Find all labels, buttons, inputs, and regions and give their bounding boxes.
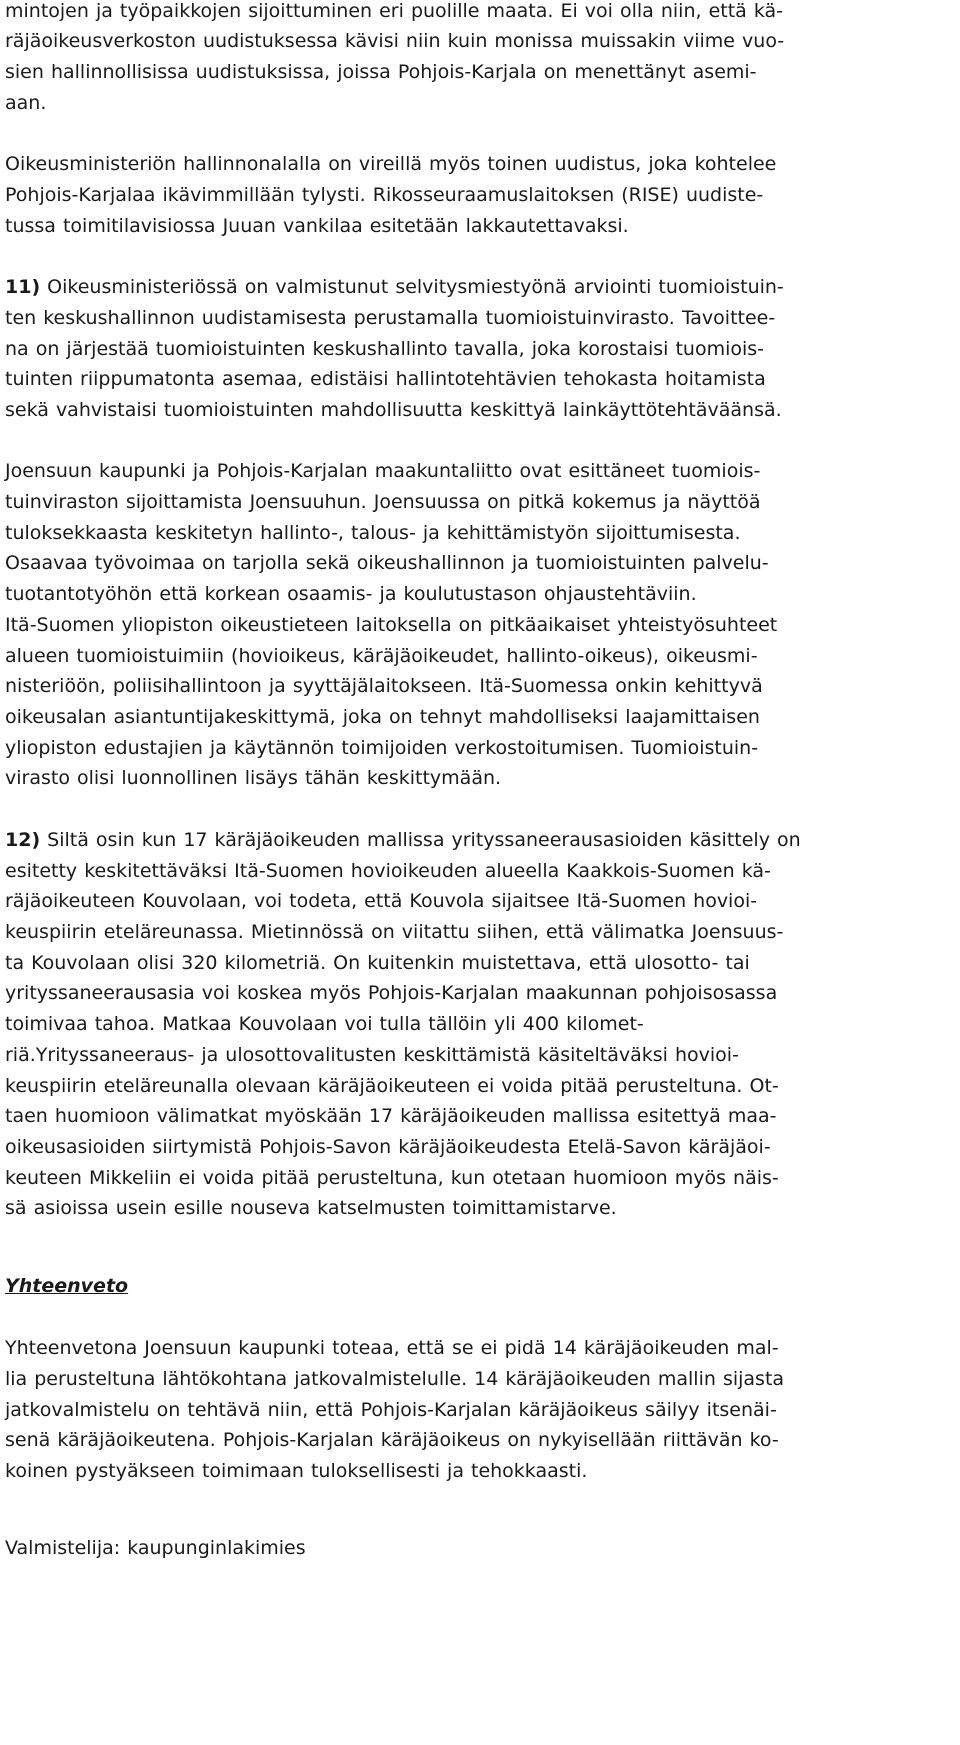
text-line: alueen tuomioistuimiin (hovioikeus, käräjäoikeudet, hallinto-oikeus), oikeusmi- bbox=[5, 645, 758, 667]
text-line: tuinten riippumatonta asemaa, edistäisi hallintotehtävien tehokasta hoitamista bbox=[5, 368, 766, 390]
text-line: tuotantotyöhön että korkean osaamis- ja koulutustason ohjaustehtäviin. bbox=[5, 583, 697, 605]
text-line: jatkovalmistelu on tehtävä niin, että Pohjois-Karjalan käräjäoikeus säilyy itsenäi- bbox=[5, 1399, 777, 1421]
text-line: esitetty keskitettäväksi Itä-Suomen hovioikeuden alueella Kaakkois-Suomen kä- bbox=[5, 860, 771, 882]
text-line: ta Kouvolaan olisi 320 kilometriä. On kuitenkin muistettava, että ulosotto- tai bbox=[5, 952, 750, 974]
text-span: Siltä osin kun 17 käräjäoikeuden mallissa yrityssaneerausasioiden käsittely on bbox=[40, 829, 801, 851]
text-line: Pohjois-Karjalaa ikävimmillään tylysti. Rikosseuraamuslaitoksen (RISE) uudiste- bbox=[5, 184, 764, 206]
text-line: riä.Yrityssaneeraus- ja ulosottovalitusten keskittämistä käsiteltäväksi hovioi- bbox=[5, 1044, 739, 1066]
text-line bbox=[5, 829, 801, 851]
paragraph-number: 11) bbox=[5, 276, 41, 298]
text-line bbox=[5, 276, 784, 298]
text-line: sä asioissa usein esille nouseva katselmusten toimittamistarve. bbox=[5, 1197, 617, 1219]
text-line: Joensuun kaupunki ja Pohjois-Karjalan maakuntaliitto ovat esittäneet tuomiois- bbox=[5, 460, 761, 482]
text-line: räjäoikeuteen Kouvolaan, voi todeta, että Kouvola sijaitsee Itä-Suomen hovioi- bbox=[5, 890, 758, 912]
text-line: oikeusasioiden siirtymistä Pohjois-Savon käräjäoikeudesta Etelä-Savon käräjäoi- bbox=[5, 1136, 771, 1158]
text-line: na on järjestää tuomioistuinten keskushallinto tavalla, joka korostaisi tuomiois- bbox=[5, 338, 765, 360]
text-line: Oikeusministeriön hallinnonalalla on vireillä myös toinen uudistus, joka kohtelee bbox=[5, 153, 777, 175]
text-line: nisteriöön, poliisihallintoon ja syyttäjälaitokseen. Itä-Suomessa onkin kehittyvä bbox=[5, 675, 763, 697]
preparer-line: Valmistelija: kaupunginlakimies bbox=[5, 1537, 306, 1559]
text-line: sekä vahvistaisi tuomioistuinten mahdollisuutta keskittyä lainkäyttötehtäväänsä. bbox=[5, 399, 782, 421]
section-heading: Yhteenveto bbox=[5, 1275, 129, 1297]
text-line: mintojen ja työpaikkojen sijoittuminen eri puolille maata. Ei voi olla niin, että kä- bbox=[5, 0, 784, 22]
paragraph-number: 12) bbox=[5, 829, 41, 851]
text-line: tuinviraston sijoittamista Joensuuhun. Joensuussa on pitkä kokemus ja näyttöä bbox=[5, 491, 761, 513]
text-line: Osaavaa työvoimaa on tarjolla sekä oikeushallinnon ja tuomioistuinten palvelu- bbox=[5, 552, 769, 574]
text-span: Oikeusministeriössä on valmistunut selvitysmiestyönä arviointi tuomioistuin- bbox=[40, 276, 784, 298]
text-line: koinen pystyäkseen toimimaan tuloksellisesti ja tehokkaasti. bbox=[5, 1460, 588, 1482]
text-line: Yhteenvetona Joensuun kaupunki toteaa, että se ei pidä 14 käräjäoikeuden mal- bbox=[5, 1337, 779, 1359]
text-line: taen huomioon välimatkat myöskään 17 käräjäoikeuden mallissa esitettyä maa- bbox=[5, 1105, 777, 1127]
text-line: toimivaa tahoa. Matkaa Kouvolaan voi tulla tällöin yli 400 kilomet- bbox=[5, 1013, 644, 1035]
text-line: lia perusteltuna lähtökohtana jatkovalmistelulle. 14 käräjäoikeuden mallin sijasta bbox=[5, 1368, 785, 1390]
text-line: ten keskushallinnon uudistamisesta perustamalla tuomioistuinvirasto. Tavoittee- bbox=[5, 307, 776, 329]
text-line: tuloksekkaasta keskitetyn hallinto-, talous- ja kehittämistyön sijoittumisesta. bbox=[5, 522, 741, 544]
text-line: keuspiirin eteläreunassa. Mietinnössä on viitattu siihen, että välimatka Joensuus- bbox=[5, 921, 784, 943]
text-line: virasto olisi luonnollinen lisäys tähän keskittymään. bbox=[5, 767, 502, 789]
text-line: tussa toimitilavisiossa Juuan vankilaa esitetään lakkautettavaksi. bbox=[5, 215, 629, 237]
text-line: keuteen Mikkeliin ei voida pitää perusteltuna, kun otetaan huomioon myös näis- bbox=[5, 1167, 779, 1189]
text-line: sien hallinnollisissa uudistuksissa, joissa Pohjois-Karjala on menettänyt asemi- bbox=[5, 61, 757, 83]
text-line: yliopiston edustajien ja käytännön toimijoiden verkostoitumisen. Tuomioistuin- bbox=[5, 737, 759, 759]
text-line: räjäoikeusverkoston uudistuksessa kävisi niin kuin monissa muissakin viime vuo- bbox=[5, 30, 785, 52]
text-line: senä käräjäoikeutena. Pohjois-Karjalan käräjäoikeus on nykyisellään riittävän ko- bbox=[5, 1429, 779, 1451]
text-line: Itä-Suomen yliopiston oikeustieteen laitoksella on pitkäaikaiset yhteistyösuhteet bbox=[5, 614, 778, 636]
text-line: aan. bbox=[5, 92, 47, 114]
text-line: keuspiirin eteläreunalla olevaan käräjäoikeuteen ei voida pitää perusteltuna. Ot- bbox=[5, 1075, 779, 1097]
text-line: oikeusalan asiantuntijakeskittymä, joka on tehnyt mahdolliseksi laajamittaisen bbox=[5, 706, 760, 728]
text-line: yrityssaneerausasia voi koskea myös Pohjois-Karjalan maakunnan pohjoisosassa bbox=[5, 982, 778, 1004]
